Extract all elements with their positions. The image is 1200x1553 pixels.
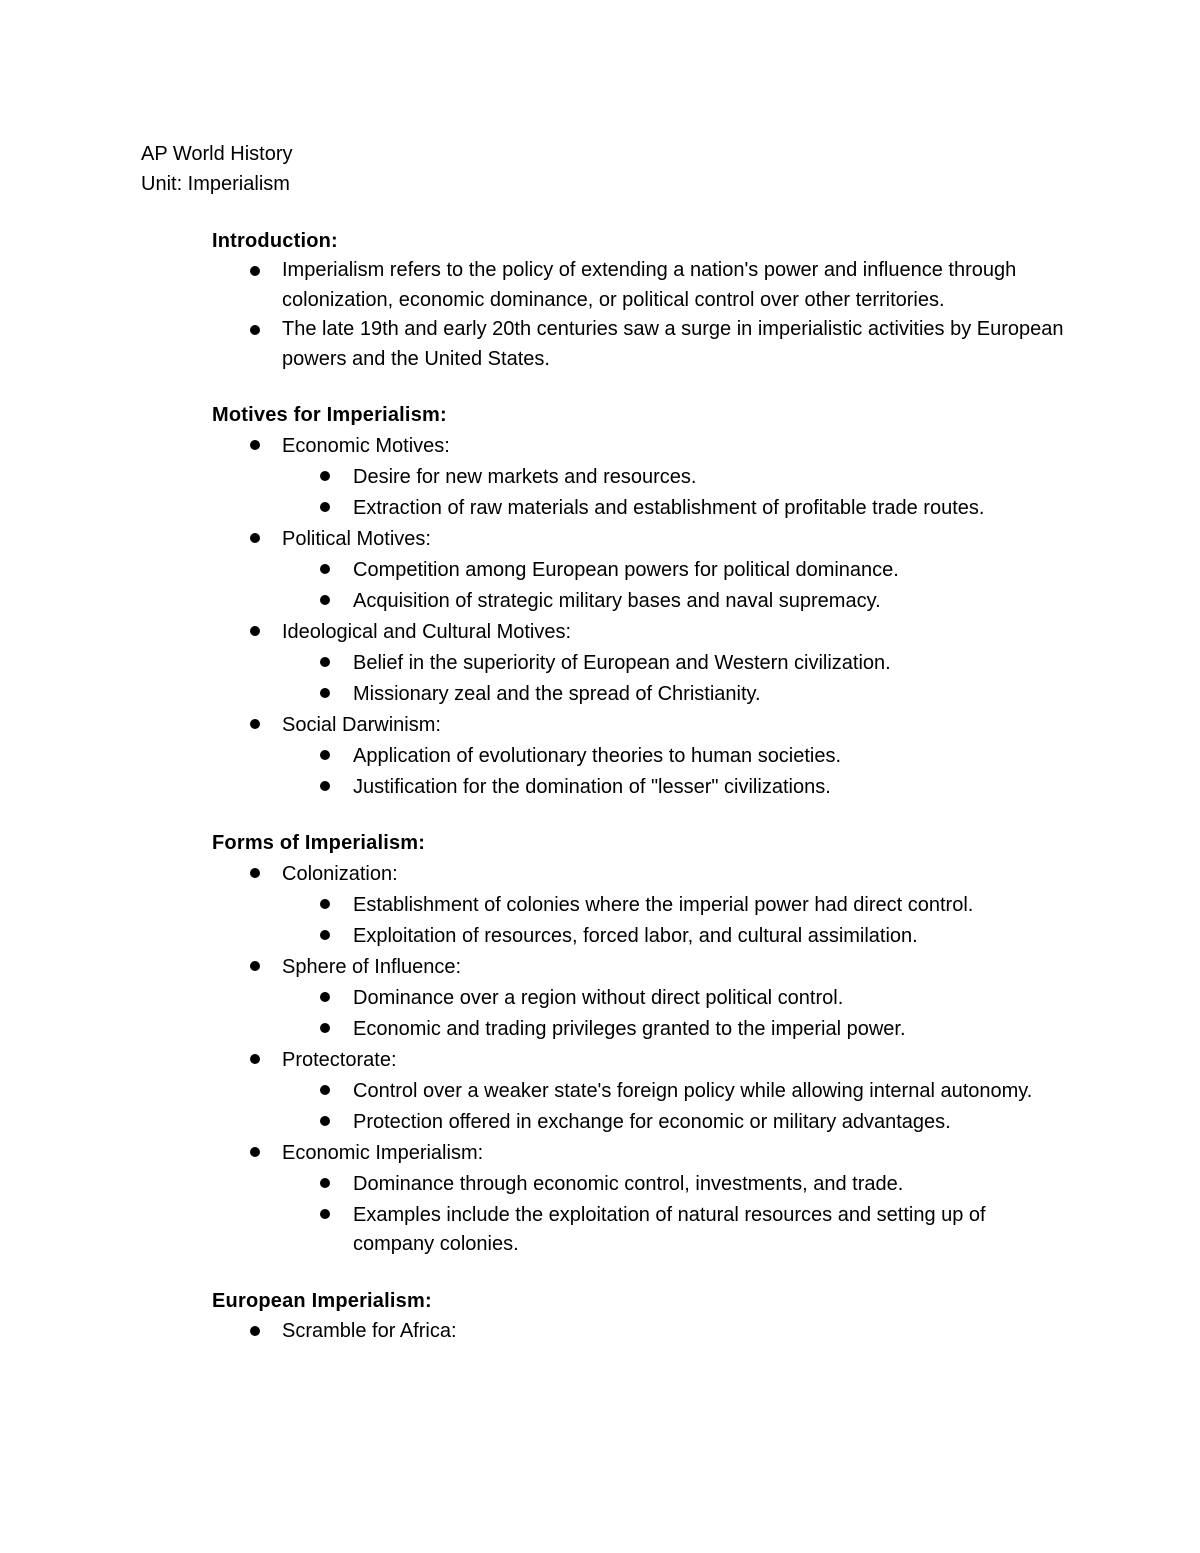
list-item: Control over a weaker state's foreign policy while allowing internal autonomy. [212, 1075, 1072, 1106]
bullet-icon [250, 719, 260, 729]
list-item: Colonization: [212, 858, 1072, 889]
bullet-icon [320, 657, 330, 667]
bullet-icon [250, 1326, 260, 1336]
bullet-icon [320, 750, 330, 760]
introduction-list [212, 256, 1072, 374]
unit-title: Unit: Imperialism [141, 173, 290, 195]
list-item: Protection offered in exchange for economic or military advantages. [212, 1106, 1072, 1137]
list-item: Extraction of raw materials and establishment of profitable trade routes. [212, 492, 1072, 523]
section-heading-introduction: Introduction: [212, 230, 338, 252]
bullet-icon [320, 1023, 330, 1033]
list-item: Sphere of Influence: [212, 951, 1072, 982]
motives-list [212, 430, 1072, 802]
list-item: Establishment of colonies where the imperial power had direct control. [212, 889, 1072, 920]
list-item: Dominance over a region without direct political control. [212, 982, 1072, 1013]
european-list [212, 1316, 1072, 1347]
document-header [141, 139, 1041, 199]
bullet-icon [250, 626, 260, 636]
list-item: The late 19th and early 20th centuries saw a surge in imperialistic activities by European powers and the United States. [212, 315, 1072, 374]
bullet-icon [250, 1054, 260, 1064]
bullet-icon [250, 533, 260, 543]
list-item: Scramble for Africa: [212, 1316, 1072, 1347]
bullet-icon [320, 899, 330, 909]
bullet-icon [250, 266, 260, 276]
section-heading-forms: Forms of Imperialism: [212, 832, 426, 854]
list-item: Political Motives: [212, 523, 1072, 554]
bullet-icon [320, 502, 330, 512]
list-item: Ideological and Cultural Motives: [212, 616, 1072, 647]
list-item: Economic and trading privileges granted to the imperial power. [212, 1013, 1072, 1044]
bullet-icon [250, 440, 260, 450]
bullet-icon [250, 961, 260, 971]
list-item: Competition among European powers for political dominance. [212, 554, 1072, 585]
bullet-icon [320, 930, 330, 940]
bullet-icon [320, 1116, 330, 1126]
bullet-icon [320, 1209, 330, 1219]
list-item: Acquisition of strategic military bases and naval supremacy. [212, 585, 1072, 616]
list-item: Application of evolutionary theories to human societies. [212, 740, 1072, 771]
section-heading-european: European Imperialism: [212, 1289, 432, 1312]
bullet-icon [250, 1147, 260, 1157]
forms-list [212, 858, 1072, 1260]
list-item: Justification for the domination of "lesser" civilizations. [212, 771, 1072, 802]
bullet-icon [320, 471, 330, 481]
list-item: Imperialism refers to the policy of extending a nation's power and influence through colonization, economic dominance, or political control over other territories. [212, 256, 1072, 315]
document-body [212, 226, 1072, 1347]
bullet-icon [320, 1178, 330, 1188]
bullet-icon [320, 781, 330, 791]
bullet-icon [250, 868, 260, 878]
list-item: Desire for new markets and resources. [212, 461, 1072, 492]
bullet-icon [320, 688, 330, 698]
bullet-icon [320, 992, 330, 1002]
bullet-icon [320, 564, 330, 574]
bullet-icon [320, 1085, 330, 1095]
list-item: Economic Imperialism: [212, 1137, 1072, 1168]
list-item: Social Darwinism: [212, 709, 1072, 740]
list-item: Protectorate: [212, 1044, 1072, 1075]
course-title: AP World History [141, 143, 293, 165]
list-item: Exploitation of resources, forced labor, and cultural assimilation. [212, 920, 1072, 951]
list-item: Missionary zeal and the spread of Christianity. [212, 678, 1072, 709]
list-item: Examples include the exploitation of natural resources and setting up of company colonies. [212, 1199, 1072, 1260]
section-heading-motives: Motives for Imperialism: [212, 404, 447, 426]
list-item: Belief in the superiority of European and Western civilization. [212, 647, 1072, 678]
bullet-icon [250, 325, 260, 335]
list-item: Economic Motives: [212, 430, 1072, 461]
list-item: Dominance through economic control, investments, and trade. [212, 1168, 1072, 1199]
bullet-icon [320, 595, 330, 605]
